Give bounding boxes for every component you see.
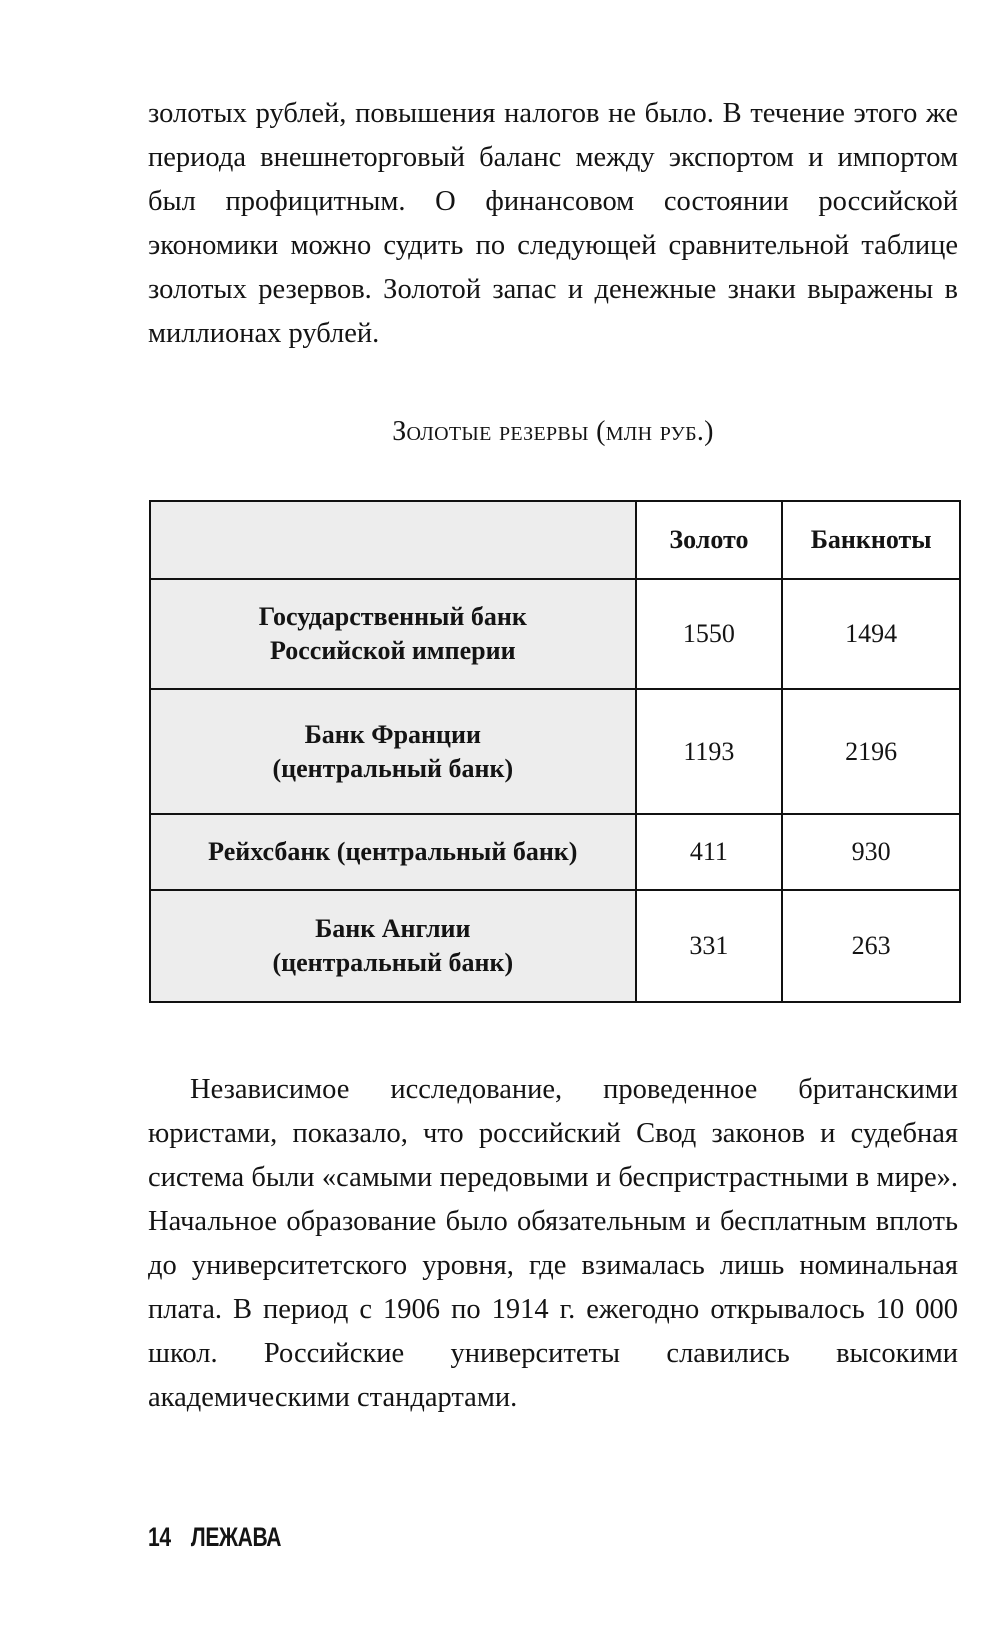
running-footer <box>148 1522 281 1553</box>
table-header-row <box>150 501 960 579</box>
bank-name-line: Рейхсбанк (центральный банк) <box>208 837 578 866</box>
header-name-cell <box>150 501 636 579</box>
table-row <box>150 814 960 890</box>
table-caption: Золотые резервы (млн руб.) <box>392 416 714 447</box>
page-number: 14 <box>148 1522 171 1552</box>
banknotes-value: 263 <box>782 890 960 1002</box>
banknotes-value: 930 <box>782 814 960 890</box>
banknotes-value: 2196 <box>782 689 960 814</box>
bank-name-line: (центральный банк) <box>272 948 514 977</box>
bank-name-line: Банк Франции <box>304 719 481 749</box>
gold-value: 1550 <box>636 579 783 689</box>
banknotes-value: 1494 <box>782 579 960 689</box>
author-name: ЛЕЖАВА <box>190 1522 282 1552</box>
table-row <box>150 579 960 689</box>
bank-name-line: (центральный банк) <box>272 753 514 783</box>
bank-name-line: Государственный банк <box>258 602 527 631</box>
paragraph-intro: золотых рублей, повышения налогов не было. В течение этого же периода внешнеторговый баланс между экспортом и импортом был профицитным. О финансовом состоянии российской экономики можно судить по следующей сравнительной таблице золотых резервов. Золотой запас и денежные знаки выражены в миллионах рублей. <box>148 98 958 349</box>
bank-name-cell <box>150 890 636 1002</box>
gold-value: 1193 <box>636 689 783 814</box>
bank-name-cell <box>150 579 636 689</box>
table-row <box>150 890 960 1002</box>
paragraph-education <box>148 1068 958 1420</box>
gold-value: 411 <box>636 814 783 890</box>
paragraph-education-text: Независимое исследование, проведенное британскими юристами, показало, что российский Свод законов и судебная система были «самыми передовыми и беспристрастными в мире». Начальное образование было обязательным и бесплатным вплоть до университетского уровня, где взималась лишь номинальная плата. В период с 1906 по 1914 г. ежегодно открывалось 10 000 школ. Российские университеты славились высокими академическими стандартами. <box>148 1074 958 1413</box>
header-gold: Золото <box>636 501 783 579</box>
header-banknotes: Банкноты <box>782 501 960 579</box>
table-row <box>150 689 960 814</box>
bank-name-cell <box>150 814 636 890</box>
bank-name-line: Российской империи <box>270 636 516 665</box>
gold-reserves-table <box>149 500 961 1003</box>
bank-name-line: Банк Англии <box>315 914 471 943</box>
gold-value: 331 <box>636 890 783 1002</box>
bank-name-cell <box>150 689 636 814</box>
